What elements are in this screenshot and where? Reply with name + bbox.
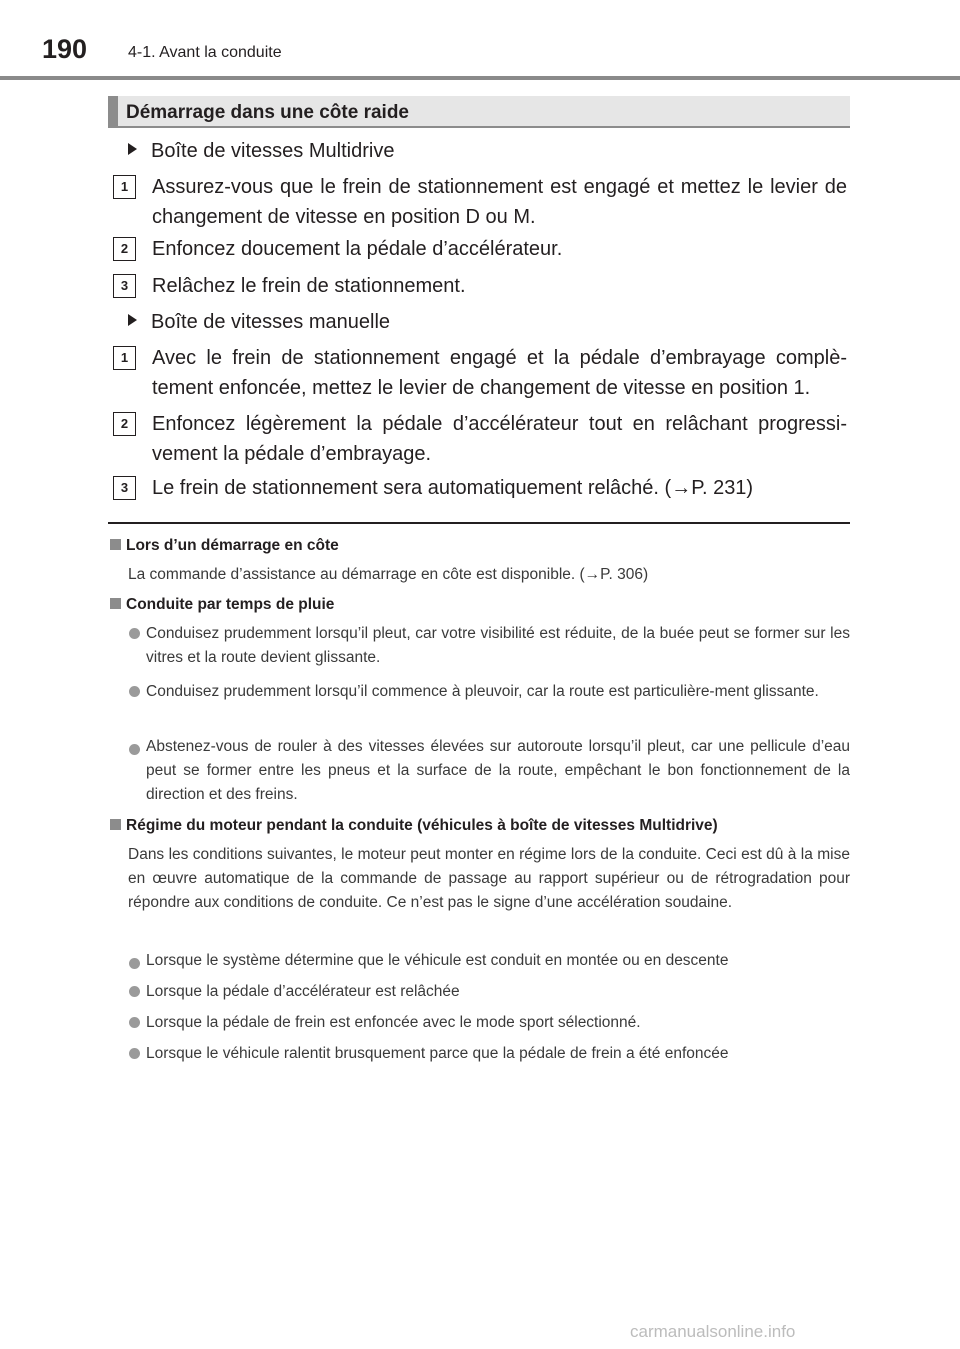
section-bar-accent [108, 96, 118, 126]
bullet-text: Abstenez-vous de rouler à des vitesses élevées sur autoroute lorsqu’il pleut, car une pellicule d’eau peut se former entre les pneus et la surface de la route, empêchant le bon fonctionnement de la direction et des freins. [146, 738, 850, 803]
step-text: Relâchez le frein de stationnement. [152, 275, 466, 297]
section-divider [108, 522, 850, 524]
square-bullet-icon [110, 539, 121, 550]
bullet-dot-icon [129, 1048, 140, 1059]
step-number: 1 [113, 175, 136, 199]
note-heading [110, 537, 339, 555]
arrow-right-icon [128, 143, 137, 155]
note-text: Dans les conditions suivantes, le moteur peut monter en régime lors de la conduite. Ceci est dû à la mise en œuvre automatique de la commande de passage au rapport supérieur ou de rétrogradation pour répondre aux conditions de conduite. Ce n’est pas le signe d’une accélération soudaine. [128, 846, 850, 911]
step-number: 3 [113, 476, 136, 500]
bullet-dot-icon [129, 628, 140, 639]
note-heading [110, 817, 718, 835]
page-number: 190 [42, 34, 88, 64]
multidrive-heading [128, 140, 394, 163]
bullet-text: Lorsque la pédale de frein est enfoncée avec le mode sport sélectionné. [146, 1014, 641, 1031]
note-heading-label: Conduite par temps de pluie [126, 596, 335, 613]
square-bullet-icon [110, 598, 121, 609]
multidrive-heading-label: Boîte de vitesses Multidrive [151, 140, 395, 162]
step-text: Avec le frein de stationnement engagé et la pédale d’embrayage complè-tement enfoncée, mettez le levier de changement de vitesse en position 1. [152, 347, 847, 399]
step-text: Enfoncez doucement la pédale d’accélérateur. [152, 238, 563, 260]
step-text: Le frein de stationnement sera automatiquement relâché. (→P. 231) [152, 477, 754, 499]
note-heading-label: Lors d’un démarrage en côte [126, 537, 339, 554]
bullet-dot-icon [129, 958, 140, 969]
step-text: Enfoncez légèrement la pédale d’accélérateur tout en relâchant progressi-vement la pédale d’embrayage. [152, 413, 847, 465]
note-text: La commande d’assistance au démarrage en côte est disponible. (→P. 306) [128, 566, 649, 583]
step-number: 2 [113, 412, 136, 436]
bullet-text: Conduisez prudemment lorsqu’il commence à pleuvoir, car la route est particulière-ment glissante. [146, 683, 819, 700]
section-title: Démarrage dans une côte raide [126, 102, 409, 123]
bullet-text: Lorsque le système détermine que le véhicule est conduit en montée ou en descente [146, 952, 729, 969]
step-number: 2 [113, 237, 136, 261]
step-text: Assurez-vous que le frein de stationnement est engagé et mettez le levier de changement de vitesse en position D ou M. [152, 176, 847, 228]
square-bullet-icon [110, 819, 121, 830]
section-title-bar [108, 96, 850, 128]
step-number: 3 [113, 274, 136, 298]
watermark: carmanualsonline.info [630, 1322, 796, 1341]
bullet-dot-icon [129, 744, 140, 755]
note-heading [110, 596, 334, 614]
bullet-text: Lorsque la pédale d’accélérateur est relâchée [146, 983, 460, 1000]
bullet-dot-icon [129, 686, 140, 697]
bullet-dot-icon [129, 986, 140, 997]
bullet-text: Lorsque le véhicule ralentit brusquement parce que la pédale de frein a été enfoncée [146, 1045, 729, 1062]
chapter-title: 4-1. Avant la conduite [128, 44, 282, 61]
bullet-dot-icon [129, 1017, 140, 1028]
header-rule [0, 76, 960, 80]
bullet-text: Conduisez prudemment lorsqu’il pleut, car votre visibilité est réduite, de la buée peut se former sur les vitres et la route devient glissante. [146, 625, 850, 666]
manual-heading [128, 311, 390, 334]
step-number: 1 [113, 346, 136, 370]
manual-heading-label: Boîte de vitesses manuelle [151, 311, 391, 333]
note-heading-label: Régime du moteur pendant la conduite (véhicules à boîte de vitesses Multidrive) [126, 817, 718, 834]
arrow-right-icon [128, 314, 137, 326]
